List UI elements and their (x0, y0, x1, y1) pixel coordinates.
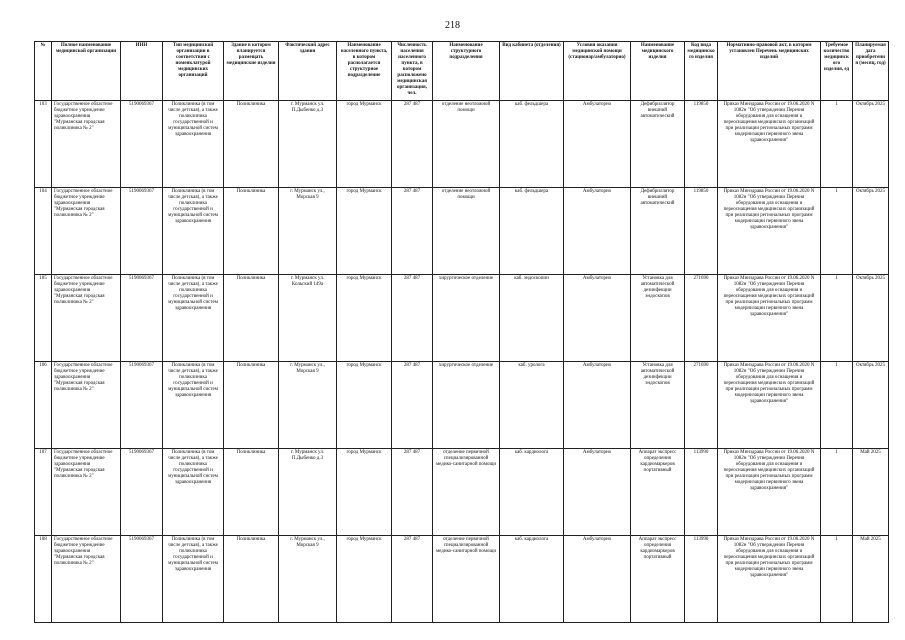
header-date: Планируемая дата приобретения (месяц, год) (853, 42, 889, 101)
cell-act: Приказ Минздрава России от 19.06.2020 N 1082н "Об утверждении Перечня оборудования для оснащения и переоснащения медицинских организаций при реализации региональных программ модернизации первичного звена здравоохранения" (718, 362, 821, 449)
cell-org: Государственное областное бюджетное учреждение здравоохранения "Мурманская городская поликлиника № 2" (52, 275, 121, 362)
cell-act: Приказ Минздрава России от 19.06.2020 N 1082н "Об утверждении Перечня оборудования для оснащения и переоснащения медицинских организаций при реализации региональных программ модернизации первичного звена здравоохранения" (718, 101, 821, 188)
cell-org: Государственное областное бюджетное учреждение здравоохранения "Мурманская городская поликлиника № 2" (52, 362, 121, 449)
header-num: № (35, 42, 52, 101)
header-cabinet: Вид кабинета (отделения) (500, 42, 564, 101)
cell-qty: 1 (821, 449, 853, 536)
cell-device: Аппарат экспресс определения кардиомаркеров портативный (631, 536, 685, 623)
cell-address: г. Мурманск ул., Морская 9 (279, 362, 337, 449)
cell-unit: хирургическое отделение (433, 362, 500, 449)
cell-cabinet: каб. фельдшера (500, 101, 564, 188)
cell-date: Октябрь 2025 (853, 188, 889, 275)
header-conditions: Условия оказания медицинской помощи (стационар/амбулаторно) (564, 42, 631, 101)
table-row (35, 188, 889, 275)
cell-date: Октябрь 2025 (853, 362, 889, 449)
header-qty: Требуемое количество медицинского изделия, ед (821, 42, 853, 101)
cell-locality: город Мурманск (337, 275, 392, 362)
cell-qty: 1 (821, 188, 853, 275)
cell-device: Аппарат экспресс определения кардиомаркеров портативный (631, 449, 685, 536)
cell-inn: 5190069367 (121, 101, 163, 188)
cell-address: г. Мурманск ул. Кольский 149а (279, 275, 337, 362)
cell-device: Установка для автоматической дезинфекции эндоскопов (631, 275, 685, 362)
cell-locality: город Мурманск (337, 101, 392, 188)
cell-unit: отделение первичной специализированной медико-санитарной помощи (433, 536, 500, 623)
cell-unit: отделение первичной специализированной медико-санитарной помощи (433, 449, 500, 536)
cell-date: Май 2025 (853, 449, 889, 536)
cell-cabinet: каб. кардиолога (500, 449, 564, 536)
cell-address: г. Мурманск ул. П.Дыбенко д.3 (279, 449, 337, 536)
header-locality: Наименование населенного пункта, в котором располагается структурное подразделение (337, 42, 392, 101)
cell-building: Поликлиника (224, 188, 279, 275)
cell-code: 119850 (685, 188, 718, 275)
cell-device: Дефибриллятор внешний автоматический (631, 101, 685, 188)
cell-code: 271690 (685, 275, 718, 362)
cell-population: 287 487 (392, 275, 433, 362)
cell-locality: город Мурманск (337, 449, 392, 536)
header-org-type: Тип медицинской организации в соответствии с номенклатурой медицинских организаций (163, 42, 224, 101)
cell-org-type: Поликлиника (в том числе детская), а также поликлиника государственной и муниципальной систем здравоохранения (163, 188, 224, 275)
cell-qty: 1 (821, 362, 853, 449)
cell-cabinet: каб. эндоскопии (500, 275, 564, 362)
table-row (35, 362, 889, 449)
cell-cabinet: каб. фельдшера (500, 188, 564, 275)
cell-population: 287 487 (392, 101, 433, 188)
cell-locality: город Мурманск (337, 188, 392, 275)
cell-locality: город Мурманск (337, 362, 392, 449)
cell-population: 287 487 (392, 362, 433, 449)
equipment-table (34, 41, 889, 623)
cell-org: Государственное областное бюджетное учреждение здравоохранения "Мурманская городская поликлиника № 2" (52, 449, 121, 536)
cell-qty: 1 (821, 275, 853, 362)
table-row (35, 536, 889, 623)
cell-conditions: Амбулаторно (564, 188, 631, 275)
page-number: 218 (445, 20, 460, 31)
cell-building: Поликлиника (224, 101, 279, 188)
cell-address: г. Мурманск ул., Морская 9 (279, 536, 337, 623)
cell-building: Поликлиника (224, 362, 279, 449)
cell-act: Приказ Минздрава России от 19.06.2020 N 1082н "Об утверждении Перечня оборудования для оснащения и переоснащения медицинских организаций при реализации региональных программ модернизации первичного звена здравоохранения" (718, 275, 821, 362)
cell-act: Приказ Минздрава России от 19.06.2020 N 1082н "Об утверждении Перечня оборудования для оснащения и переоснащения медицинских организаций при реализации региональных программ модернизации первичного звена здравоохранения" (718, 449, 821, 536)
cell-inn: 5190069367 (121, 188, 163, 275)
cell-org-type: Поликлиника (в том числе детская), а также поликлиника государственной и муниципальной систем здравоохранения (163, 536, 224, 623)
cell-conditions: Амбулаторно (564, 449, 631, 536)
cell-org: Государственное областное бюджетное учреждение здравоохранения "Мурманская городская поликлиника № 2" (52, 188, 121, 275)
cell-date: Октябрь 2025 (853, 101, 889, 188)
cell-inn: 5190069367 (121, 275, 163, 362)
table-row (35, 449, 889, 536)
cell-org-type: Поликлиника (в том числе детская), а также поликлиника государственной и муниципальной систем здравоохранения (163, 275, 224, 362)
cell-unit: хирургическое отделение (433, 275, 500, 362)
cell-inn: 5190069367 (121, 449, 163, 536)
header-unit: Наименование структурного подразделения (433, 42, 500, 101)
header-code: Код вида медицинского изделия (685, 42, 718, 101)
cell-device: Установка для автоматической дезинфекции эндоскопов (631, 362, 685, 449)
cell-locality: город Мурманск (337, 536, 392, 623)
table-row (35, 275, 889, 362)
header-inn: ИНН (121, 42, 163, 101)
cell-num: 105 (35, 275, 52, 362)
cell-org-type: Поликлиника (в том числе детская), а также поликлиника государственной и муниципальной систем здравоохранения (163, 449, 224, 536)
table-header-row (35, 42, 889, 101)
cell-num: 103 (35, 101, 52, 188)
cell-conditions: Амбулаторно (564, 101, 631, 188)
header-device: Наименование медицинского изделия (631, 42, 685, 101)
header-population: Численность населения населенного пункта, в котором расположено медицинская организация, чел. (392, 42, 433, 101)
cell-act: Приказ Минздрава России от 19.06.2020 N 1082н "Об утверждении Перечня оборудования для оснащения и переоснащения медицинских организаций при реализации региональных программ модернизации первичного звена здравоохранения" (718, 536, 821, 623)
cell-building: Поликлиника (224, 536, 279, 623)
cell-address: г. Мурманск ул., Морская 9 (279, 188, 337, 275)
cell-date: Октябрь 2025 (853, 275, 889, 362)
cell-conditions: Амбулаторно (564, 362, 631, 449)
cell-population: 287 487 (392, 188, 433, 275)
cell-org: Государственное областное бюджетное учреждение здравоохранения "Мурманская городская поликлиника № 2" (52, 101, 121, 188)
cell-org: Государственное областное бюджетное учреждение здравоохранения "Мурманская городская поликлиника № 2" (52, 536, 121, 623)
cell-num: 106 (35, 362, 52, 449)
header-org: Полное наименование медицинской организации (52, 42, 121, 101)
cell-code: 113990 (685, 449, 718, 536)
cell-unit: отделение неотложной помощи (433, 101, 500, 188)
cell-num: 108 (35, 536, 52, 623)
header-address: Фактический адрес здания (279, 42, 337, 101)
cell-unit: отделение неотложной помощи (433, 188, 500, 275)
cell-building: Поликлиника (224, 275, 279, 362)
cell-num: 107 (35, 449, 52, 536)
cell-qty: 1 (821, 101, 853, 188)
cell-conditions: Амбулаторно (564, 275, 631, 362)
cell-num: 104 (35, 188, 52, 275)
cell-date: Май 2025 (853, 536, 889, 623)
cell-inn: 5190069367 (121, 536, 163, 623)
cell-device: Дефибриллятор внешний автоматический (631, 188, 685, 275)
table-row (35, 101, 889, 188)
cell-org-type: Поликлиника (в том числе детская), а также поликлиника государственной и муниципальной систем здравоохранения (163, 362, 224, 449)
cell-code: 119850 (685, 101, 718, 188)
cell-cabinet: каб. уролога (500, 362, 564, 449)
cell-population: 287 487 (392, 449, 433, 536)
header-act: Нормативно-правовой акт, в котором установлен Перечень медицинских изделий (718, 42, 821, 101)
cell-building: Поликлиника (224, 449, 279, 536)
cell-qty: 1 (821, 536, 853, 623)
cell-population: 287 487 (392, 536, 433, 623)
cell-inn: 5190069367 (121, 362, 163, 449)
cell-act: Приказ Минздрава России от 19.06.2020 N 1082н "Об утверждении Перечня оборудования для оснащения и переоснащения медицинских организаций при реализации региональных программ модернизации первичного звена здравоохранения" (718, 188, 821, 275)
cell-code: 113990 (685, 536, 718, 623)
cell-code: 271690 (685, 362, 718, 449)
header-building: Здание в котором планируется размещать медицинские изделия (224, 42, 279, 101)
cell-cabinet: каб. кардиолога (500, 536, 564, 623)
cell-address: г. Мурманск ул. П.Дыбенко д.3 (279, 101, 337, 188)
cell-conditions: Амбулаторно (564, 536, 631, 623)
cell-org-type: Поликлиника (в том числе детская), а также поликлиника государственной и муниципальной систем здравоохранения (163, 101, 224, 188)
